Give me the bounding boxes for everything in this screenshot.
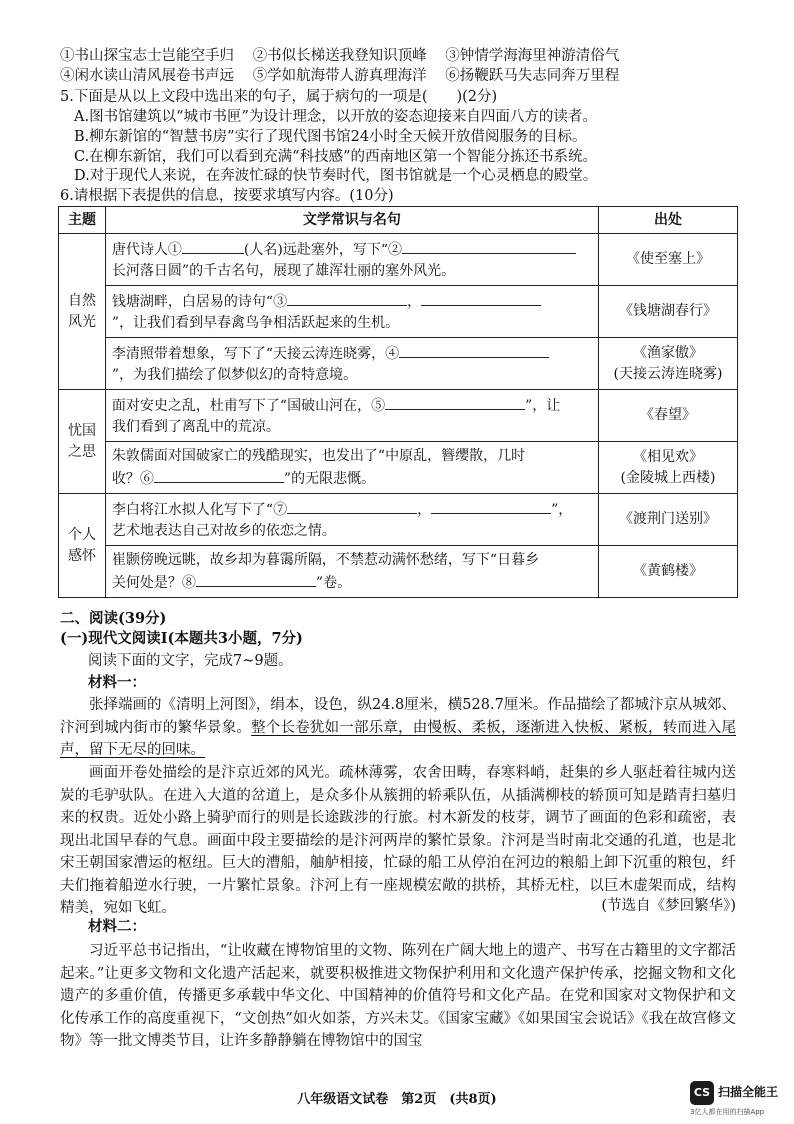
question-5-option-d: D.对于现代人来说，在奔波忙碌的快节奏时代，图书馆就是一个心灵栖息的殿堂。 bbox=[74, 168, 598, 184]
row-6-content: 李白将江水拟人化写下了“⑦ ， ”， 艺术地表达自己对故乡的依恋之情。 bbox=[105, 494, 598, 546]
question-5-option-c: C.在柳东新馆，我们可以看到充满“科技感”的西南地区第一个智能分拣还书系统。 bbox=[74, 149, 598, 165]
header-content: 文学常识与名句 bbox=[105, 207, 598, 234]
scanner-tagline: 3亿人都在用的扫描App bbox=[690, 1108, 765, 1116]
material-1-citation: (节选自《梦回繁华》) bbox=[601, 898, 736, 914]
row-7-source: 《黄鹤楼》 bbox=[598, 546, 737, 598]
option-1: ①书山探宝志士岂能空手归 bbox=[60, 48, 234, 64]
table-header-row bbox=[59, 207, 738, 234]
header-theme: 主题 bbox=[59, 207, 106, 234]
page-footer: 八年级语文试卷 第2页 (共8页) bbox=[297, 1092, 497, 1107]
blank-7b[interactable] bbox=[431, 498, 551, 514]
row-2-source: 《钱塘湖春行》 bbox=[598, 286, 737, 338]
row-1-source: 《使至塞上》 bbox=[598, 234, 737, 286]
table-row bbox=[59, 338, 738, 390]
header-source: 出处 bbox=[598, 207, 737, 234]
row-1-content: 唐代诗人① (人名)远赴塞外，写下“② 长河落日圆”的千古名句，展现了雄浑壮丽的塞外风光。 bbox=[105, 234, 598, 286]
literature-table bbox=[58, 206, 738, 598]
option-4: ④闲水读山清风展卷书声远 bbox=[60, 68, 234, 84]
theme-country: 忧国之思 bbox=[59, 390, 106, 494]
material-2-label: 材料二： bbox=[88, 918, 146, 935]
scanner-watermark bbox=[690, 1079, 790, 1119]
table-row bbox=[59, 286, 738, 338]
option-3: ③钟情学海海里神游清俗气 bbox=[445, 48, 620, 64]
option-5: ⑤学如航海带人游真理海洋 bbox=[252, 68, 427, 84]
table-row bbox=[59, 234, 738, 286]
option-2: ②书似长梯送我登知识顶峰 bbox=[252, 48, 427, 64]
material-1-paragraph-2: 画面开卷处描绘的是汴京近郊的风光。疏林薄雾，农舍田畴，春寒料峭，赶集的乡人驱赶着往城内送炭的毛驴驮队。在进入大道的岔道上，是众多仆从簇拥的轿乘队伍，从插满柳枝的轿顶可知是踏青扫墓归来的权贵。近处小路上骑驴而行的则是长途跋涉的行旅。村木新发的枝芽，调节了画面的色彩和疏密，表现出北国早春的气息。画面中段主要描绘的是汴河两岸的繁忙景象。汴河是当时南北交通的孔道，也是北宋王朝国家漕运的枢纽。巨大的漕船，舳舻相接，忙碌的船工从停泊在河边的粮船上卸下沉重的粮包，纤夫们拖着船逆水行驶，一片繁忙景象。汴河上有一座规模宏敞的拱桥，其桥无柱，以巨木虚架而成，结构精美，宛如飞虹。 bbox=[60, 765, 736, 916]
row-4-content: 面对安史之乱，杜甫写下了“国破山河在，⑤ ”，让 我们看到了离乱中的荒凉。 bbox=[105, 390, 598, 442]
theme-nature: 自然风光 bbox=[59, 234, 106, 390]
part-heading-modern-reading: (一)现代文阅读Ⅰ(本题共3小题，7分) bbox=[60, 630, 303, 647]
underlined-sentence: 整个长卷犹如一部乐章，由慢板、柔板，逐渐进入快板、紧板，转而进入尾声，留下无尽的回味。 bbox=[60, 719, 737, 758]
blank-2[interactable] bbox=[402, 238, 576, 254]
blank-4[interactable] bbox=[399, 342, 549, 358]
camscanner-logo-icon: CS bbox=[690, 1081, 714, 1105]
reading-instruction: 阅读下面的文字，完成7~9题。 bbox=[88, 653, 293, 669]
row-5-source: 《相见欢》 (金陵城上西楼) bbox=[598, 442, 737, 494]
blank-3a[interactable] bbox=[287, 290, 407, 306]
row-5-content: 朱敦儒面对国破家亡的残酷现实，也发出了“中原乱，簪缨散，几时 收？⑥ ”的无限悲慨。 bbox=[105, 442, 598, 494]
blank-3b[interactable] bbox=[421, 290, 541, 306]
material-1-label: 材料一： bbox=[88, 674, 146, 691]
row-7-content: 崔颢傍晚远眺，故乡却为暮霭所隔，不禁惹动满怀愁绪，写下“日暮乡 关何处是？⑧ ”卷。 bbox=[105, 546, 598, 598]
row-6-source: 《渡荆门送别》 bbox=[598, 494, 737, 546]
question-6-stem: 6.请根据下表提供的信息，按要求填写内容。(10分) bbox=[60, 188, 394, 204]
section-heading-reading: 二、阅读(39分) bbox=[60, 610, 167, 627]
material-1-paragraph-1: 张择端画的《清明上河图》，绢本，设色，纵24.8厘米，横528.7厘米。作品描绘了都城汴京从城郊、汴河到城内街市的繁华景象。整个长卷犹如一部乐章，由慢板、柔板，逐渐进入快板、紧板，转而进入尾声，留下无尽的回味。 bbox=[60, 697, 737, 758]
row-3-source: 《渔家傲》 (天接云涛连晓雾) bbox=[598, 338, 737, 390]
question-5-stem: 5.下面是从以上文段中选出来的句子，属于病句的一项是( )(2分) bbox=[60, 89, 498, 105]
question-5-option-a: A.图书馆建筑以“城市书匣”为设计理念，以开放的姿态迎接来自四面八方的读者。 bbox=[74, 109, 597, 125]
row-2-content: 钱塘湖畔，白居易的诗句“③ ， ”，让我们看到早春禽鸟争相活跃起来的生机。 bbox=[105, 286, 598, 338]
blank-8[interactable] bbox=[196, 571, 316, 587]
couplet-options-row-1 bbox=[60, 46, 633, 66]
theme-homesick: 个人感怀 bbox=[59, 494, 106, 598]
table-row bbox=[59, 390, 738, 442]
table-row bbox=[59, 494, 738, 546]
blank-6[interactable] bbox=[154, 467, 284, 483]
blank-7a[interactable] bbox=[287, 498, 417, 514]
scanner-brand: 扫描全能王 bbox=[718, 1085, 779, 1099]
row-3-content: 李清照带着想象，写下了“天接云涛连晓雾，④ ”，为我们描绘了似梦似幻的奇特意境。 bbox=[105, 338, 598, 390]
row-4-source: 《春望》 bbox=[598, 390, 737, 442]
blank-1[interactable] bbox=[182, 238, 244, 254]
couplet-options-row-2 bbox=[60, 66, 633, 86]
blank-5[interactable] bbox=[385, 394, 525, 410]
question-5-option-b: B.柳东新馆的“智慧书房”实行了现代图书馆24小时全天候开放借阅服务的目标。 bbox=[74, 129, 587, 145]
option-6: ⑥扬鞭跃马失志同奔万里程 bbox=[445, 68, 620, 84]
table-row bbox=[59, 546, 738, 598]
table-row bbox=[59, 442, 738, 494]
material-2-paragraph: 习近平总书记指出，“让收藏在博物馆里的文物、陈列在广阔大地上的遗产、书写在古籍里的文字都活起来。”让更多文物和文化遗产活起来，就要积极推进文物保护利用和文化遗产保护传承，挖掘文物和文化遗产的多重价值，传播更多承载中华文化、中国精神的价值符号和文化产品。在党和国家对文物保护和文化传承工作的高度重视下，“文创热”如火如荼，方兴未艾。《国家宝藏》《如果国宝会说话》《我在故宫修文物》等一批文博类节目，让许多静静躺在博物馆中的国宝 bbox=[60, 943, 736, 1049]
